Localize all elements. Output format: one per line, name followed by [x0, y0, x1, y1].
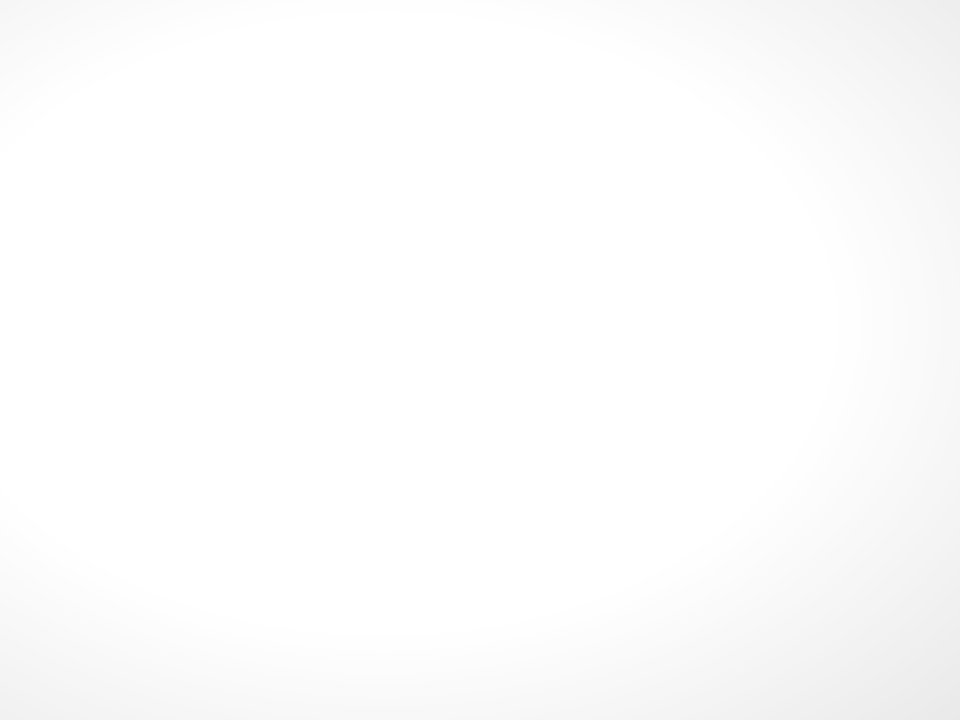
decorative-sidebar [888, 0, 960, 720]
sidebar-band-accent [888, 576, 960, 648]
sidebar-band-bottom [888, 648, 960, 720]
sidebar-band-top [888, 0, 960, 576]
slide-content [72, 176, 872, 209]
